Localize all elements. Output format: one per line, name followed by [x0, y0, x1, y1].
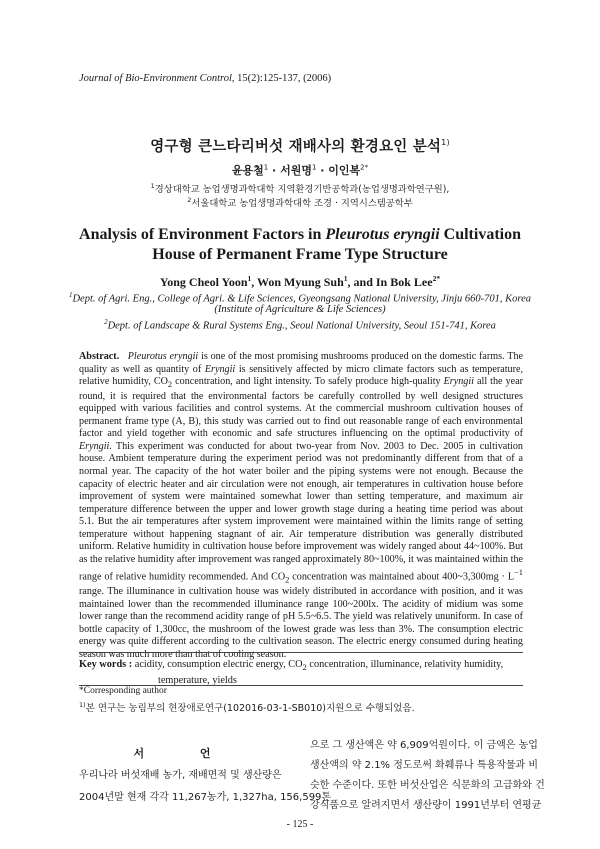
affiliation-mark: 2 [104, 318, 108, 326]
author-separator: , [251, 275, 258, 289]
author-separator: · [268, 164, 281, 177]
author-separator: , and [347, 275, 376, 289]
corresponding-author-note: *Corresponding author [79, 686, 167, 696]
abstract-text: range. The illuminance in cultivation house was widely distributed in accordance with position, and it was maintained lower than the recommended illuminance range 100~200lx. The acidity of midium was some lower range than the recommend acidity range of pH 5.5~6.5. The yield was relatively ununiform. In case of bottle capacity of 1,300cc, the mushroom of the lowest grade was less than 3%. The consumption electric energy was quite different according to the cultivation season. The electric energy consumed during heating season was much more than that of cooling season. [79, 586, 523, 661]
species-name: Eryngii [204, 363, 236, 375]
affiliation-text: 서울대학교 농업생명과학대학 조경 · 지역시스템공학부 [191, 198, 413, 209]
body-line: 우리나라 버섯재배 농가, 재배면적 및 생산량은 [79, 770, 282, 781]
affiliation-text: (Institute of Agriculture & Life Sciences) [214, 304, 386, 315]
acknowledgement-text: 본 연구는 농림부의 현장애로연구(102016-03-1-SB010)지원으로 수행되었음. [85, 703, 415, 714]
english-title-part: Analysis of Environment Factors in [79, 226, 326, 243]
co2-subscript: 2 [302, 662, 307, 673]
korean-author-mark: 1 [311, 163, 317, 172]
korean-author-mark: 1 [263, 163, 269, 172]
korean-author-mark: 2* [360, 163, 369, 172]
english-affiliation-1 [0, 291, 600, 305]
english-title-line-1 [0, 226, 600, 244]
abstract-text: is one of the most promising mushrooms produced on the domestic farms. The quality as well as quantity of [79, 351, 523, 375]
affiliation-text: Dept. of Landscape & Rural Systems Eng., Seoul National University, Seoul 151-741, Korea [107, 320, 496, 332]
korean-title-text: 영구형 큰느타리버섯 재배사의 환경요인 분석 [150, 139, 442, 155]
english-author-mark: 2* [432, 274, 441, 283]
keywords-label: Key words : [79, 659, 133, 670]
acknowledgement-note [79, 700, 415, 714]
english-author-mark: 1 [343, 274, 348, 283]
species-name: Pleurotus eryngii [127, 351, 199, 362]
species-name: Eryngii [443, 376, 474, 388]
journal-citation [79, 73, 331, 84]
page-number: - 125 - [286, 819, 314, 830]
body-line: 2004년말 현재 각각 11,267농가, 1,327ha, 156,599톤 [79, 792, 332, 803]
body-column-left [79, 743, 332, 809]
abstract-text: concentration was maintained about 400~3,300mg · L [289, 571, 515, 583]
journal-volume: , 15(2):125-137, (2006) [231, 73, 332, 84]
divider-top [79, 652, 523, 653]
abstract-text: is sensitively affected by micro climate factors such as temperature, relative humidity, CO [79, 363, 523, 388]
body-line: 으로 그 생산액은 약 6,909억원이다. 이 금액은 농업 [310, 740, 538, 751]
co2-subscript: 2 [285, 574, 290, 585]
affiliation-text: 경상대학교 농업생명과학대학 지역환경기반공학과(농업생명과학연구원), [154, 184, 450, 195]
english-affiliation-2 [0, 318, 600, 332]
abstract-text: This experiment was conducted for about two-year from Nov. 2003 to Dec. 2005 in cultivation house. Ambient temperature during the experiment period was not predominantly different from that of a normal year. The capacity of the hot water boiler and the piping systems were not enough. Because the capacity of electric heater and air circulation were not enough, air temperatures in cultivation house before improvement of system were maintained somewhat lower than setting temperature, and maximum air temperature difference between the upper and lower growth stage during a heating time period was about 5.1. But the air temperatures after system improvement were maintained within the limits range of setting temperature without happening stagnant of air. Air temperature distribution was generally distributed uniform. Relative humidity in cultivation house before improvement was widely ranged about 44~100%. But as the relative humidity after improvement was ranged approximately 80~100%, it was maintained within the range of relative humidity recommended. And CO [79, 440, 523, 583]
english-author: Yong Cheol Yoon [159, 275, 248, 289]
english-title-line-2: House of Permanent Frame Type Structure [152, 246, 448, 263]
unit-exponent: −1 [514, 567, 523, 578]
affiliation-mark: 2 [187, 195, 192, 204]
abstract-text: concentration, and light intensity. To safely produce high-quality [172, 376, 444, 388]
english-title-species: Pleurotus eryngii [325, 226, 440, 243]
keywords [79, 658, 523, 687]
body-line: 강식품으로 알려지면서 생산량이 1991년부터 연평균 [310, 800, 542, 811]
english-author-mark: 1 [247, 274, 252, 283]
keywords-text: concentration, illuminance, relativity humidity, [306, 659, 504, 670]
english-authors [0, 274, 600, 290]
co2-subscript: 2 [167, 379, 173, 390]
body-line: 슷한 수준이다. 또한 버섯산업은 식문화의 고급화와 건 [310, 780, 545, 791]
author-separator: · [316, 164, 329, 177]
korean-author: 윤용철 [231, 164, 264, 177]
english-affiliation-institute [0, 304, 600, 315]
abstract-label: Abstract. [79, 351, 120, 362]
journal-name: Journal of Bio-Environment Control [79, 73, 232, 84]
korean-author: 이인복 [328, 164, 361, 177]
affiliation-mark: 1 [150, 181, 155, 190]
abstract [79, 351, 523, 662]
abstract-text: all the year round, it is required that the environmental factors be carefully controlled by well designed structures equipped with various facilities and control systems. At the commercial mushroom cultivation houses of permanent frame type (A, B), this study was carried out to find out reasonable range of each environmental factor and yield together with economic and safe structures influencing on the optimal productivity of [79, 376, 523, 440]
korean-authors [0, 162, 600, 178]
affiliation-text: Dept. of Agri. Eng., College of Agri. & Life Sciences, Gyeongsang National University, Jinju 660-701, Korea [72, 293, 532, 305]
english-title-part: Cultivation [439, 226, 521, 243]
species-name: Eryngii. [79, 440, 112, 452]
english-author: Won Myung Suh [257, 275, 344, 289]
korean-author: 서원명 [280, 164, 312, 177]
body-column-right [310, 736, 545, 816]
section-heading: 서 언 [133, 747, 237, 760]
korean-title [0, 135, 600, 156]
korean-title-footnote-mark: 1) [441, 138, 450, 148]
keywords-text: acidity, consumption electric energy, CO [134, 659, 303, 670]
affiliation-mark: 1 [68, 291, 73, 299]
english-author: In Bok Lee [375, 275, 433, 289]
keywords-text-line-2: temperature, yields [158, 675, 237, 687]
body-line: 생산액의 약 2.1% 정도로써 화훼류나 특용작물과 비 [310, 760, 539, 771]
korean-affiliation-2 [0, 195, 600, 209]
korean-affiliation-1 [0, 181, 600, 195]
footnote-mark: 1) [79, 700, 86, 709]
